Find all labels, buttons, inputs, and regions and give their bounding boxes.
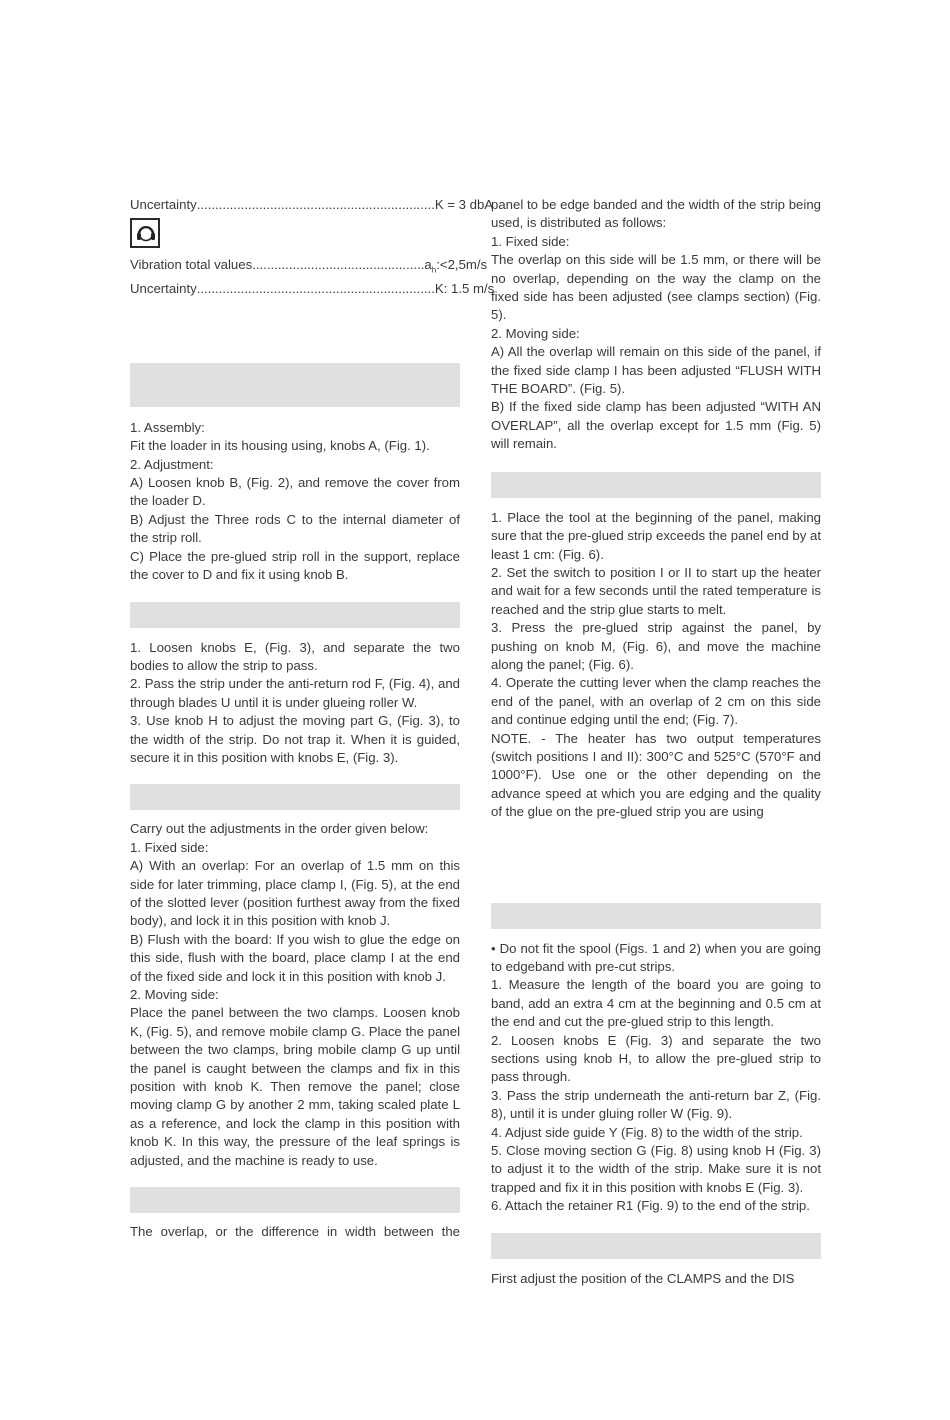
paragraph: B) Flush with the board: If you wish to glue the edge on this side, flush with the board, place clamp I at the end of the fixed side and lock it in this position with knob J. — [130, 931, 460, 984]
overlap-continued-section — [491, 196, 821, 454]
left-column — [130, 196, 495, 1241]
paragraph: 1. Fixed side: — [491, 233, 570, 249]
paragraph: Place the panel between the two clamps. Loosen knob K, (Fig. 5), and remove mobile clamp G. Place the panel between the two clamps, bring mobile clamp G up until the panel is caught between the clamps and fix in this position with knob K. Then remove the panel; close moving clamp G by another 2 mm, taking scaled plate L as a reference, and lock the clamp in this position with knob K. In this way, the pressure of the leaf springs is adjusted, and the machine is ready to use. — [130, 1005, 460, 1168]
vibration-uncertainty-row — [130, 280, 495, 298]
ear-protection-icon — [130, 218, 160, 248]
noise-uncertainty-row — [130, 196, 494, 214]
paragraph: Carry out the adjustments in the order given below: — [130, 821, 429, 837]
paragraph: 2. Moving side: — [491, 325, 580, 341]
leader-dots: ................................................................. — [196, 197, 435, 212]
right-column — [491, 196, 821, 1288]
vibration-label: Vibration total values — [130, 257, 253, 273]
vibration-symbol: a — [424, 257, 432, 273]
paragraph: 1. Place the tool at the beginning of the panel, making sure that the pre-glued strip exceeds the panel end by at least 1 cm: (Fig. 6). — [491, 509, 821, 562]
paragraph: 2. Loosen knobs E (Fig. 3) and separate the two sections using knob H, to allow the pre-glued strip to pass through. — [491, 1032, 821, 1085]
paragraph: C) Place the pre-glued strip roll in the support, replace the cover to D and fix it using knob B. — [130, 548, 460, 583]
paragraph: The overlap, or the difference in width between the — [130, 1224, 460, 1240]
paragraph: 2. Set the switch to position I or II to start up the heater and wait for a few seconds until the rated temperature is reached and the strip glue starts to melt. — [491, 564, 821, 617]
noise-uncertainty-label: Uncertainty — [130, 197, 197, 212]
paragraph: A) With an overlap: For an overlap of 1.5 mm on this side for later trimming, place clamp I, (Fig. 5), at the end of the slotted lever (position furthest away from the fixed body), and lock it in this position with knob J. — [130, 858, 460, 929]
precut-section — [491, 940, 821, 1216]
paragraph: 4. Operate the cutting lever when the clamp reaches the end of the panel, with an overlap of 2 cm on this side and continue edging until the end; (Fig. 7). — [491, 675, 821, 728]
section-heading-band — [491, 903, 821, 929]
paragraph: 2. Adjustment: — [130, 456, 214, 472]
operation-section — [491, 509, 821, 822]
paragraph: First adjust the position of the CLAMPS and the DIS — [491, 1270, 795, 1286]
paragraph: 2. Moving side: — [130, 987, 219, 1003]
section-heading-band — [491, 1233, 821, 1259]
paragraph: NOTE. - The heater has two output temperatures (switch positions I and II): 300°C and 525°C (570°F and 1000°F). Use one or the other depending on the advance speed at which you are edging and the quality of the glue on the pre-glued strip you are using — [491, 730, 821, 820]
paragraph: 4. Adjust side guide Y (Fig. 8) to the width of the strip. — [491, 1124, 803, 1140]
paragraph: panel to be edge banded and the width of the strip being used, is distributed as follows: — [491, 197, 821, 231]
vibration-subscript: h — [431, 266, 437, 276]
paragraph: A) All the overlap will remain on this side of the panel, if the fixed side clamp I has been adjusted “FLUSH WITH THE BOARD”. (Fig. 5). — [491, 344, 821, 397]
vibration-row — [130, 256, 488, 280]
paragraph: A) Loosen knob B, (Fig. 2), and remove the cover from the loader D. — [130, 475, 460, 509]
leader-dots: ................................................................. — [196, 281, 435, 297]
paragraph: The overlap on this side will be 1.5 mm, or there will be no overlap, depending on the way the clamp on the fixed side has been adjusted (see clamps section) (Fig. 5). — [491, 252, 821, 323]
paragraph: 3. Pass the strip underneath the anti-return bar Z, (Fig. 8), until it is under gluing roller W (Fig. 9). — [491, 1087, 821, 1122]
section-heading-band — [130, 1187, 460, 1213]
paragraph: 2. Pass the strip under the anti-return rod F, (Fig. 4), and through blades U until it is under glueing roller W. — [130, 676, 460, 710]
section-heading-band — [130, 602, 460, 628]
paragraph: 3. Press the pre-glued strip against the panel, by pushing on knob M, (Fig. 6), and move the machine along the panel; (Fig. 6). — [491, 620, 821, 672]
paragraph: 1. Measure the length of the board you are going to band, add an extra 4 cm at the beginning and 0.5 cm at the end and cut the pre-glued strip to this length. — [491, 977, 821, 1030]
section-heading-band — [491, 472, 821, 498]
paragraph: 5. Close moving section G (Fig. 8) using knob H (Fig. 3) to adjust it to the width of the strip. Make sure it is not trapped and fix it in this position with knobs E (Fig. 3). — [491, 1143, 821, 1195]
paragraph: 1. Fixed side: — [130, 839, 209, 855]
section-heading-band — [130, 363, 460, 407]
paragraph: 6. Attach the retainer R1 (Fig. 9) to the end of the strip. — [491, 1198, 810, 1214]
paragraph: B) Adjust the Three rods C to the internal diameter of the strip roll. — [130, 511, 460, 546]
paragraph: 3. Use knob H to adjust the moving part G, (Fig. 3), to the width of the strip. Do not trap it. When it is guided, secure it in this position with knobs E, (Fig. 3). — [130, 713, 460, 765]
vibration-uncertainty-label: Uncertainty — [130, 281, 197, 297]
strip-section — [130, 639, 460, 768]
vibration-value-group — [424, 256, 487, 280]
vibration-value: :<2,5m/s — [436, 257, 488, 273]
assembly-section — [130, 419, 460, 585]
paragraph: Fit the loader in its housing using, knobs A, (Fig. 1). — [130, 438, 430, 454]
section-heading-band — [130, 784, 460, 810]
paragraph: 1. Loosen knobs E, (Fig. 3), and separate the two bodies to allow the strip to pass. — [130, 639, 460, 673]
leader-dots: ............................................... — [252, 257, 425, 273]
paragraph: 1. Assembly: — [130, 419, 205, 435]
vibration-uncertainty-value: K: 1.5 m/s — [434, 281, 495, 297]
clamps-section — [130, 820, 460, 1170]
paragraph: B) If the fixed side clamp has been adjusted “WITH AN OVERLAP”, all the overlap except for 1.5 mm (Fig. 5) will remain. — [491, 399, 821, 452]
noise-uncertainty-value: K = 3 dbA — [434, 197, 494, 212]
paragraph: • Do not fit the spool (Figs. 1 and 2) when you are going to edgeband with pre-cut strips. — [491, 940, 821, 974]
